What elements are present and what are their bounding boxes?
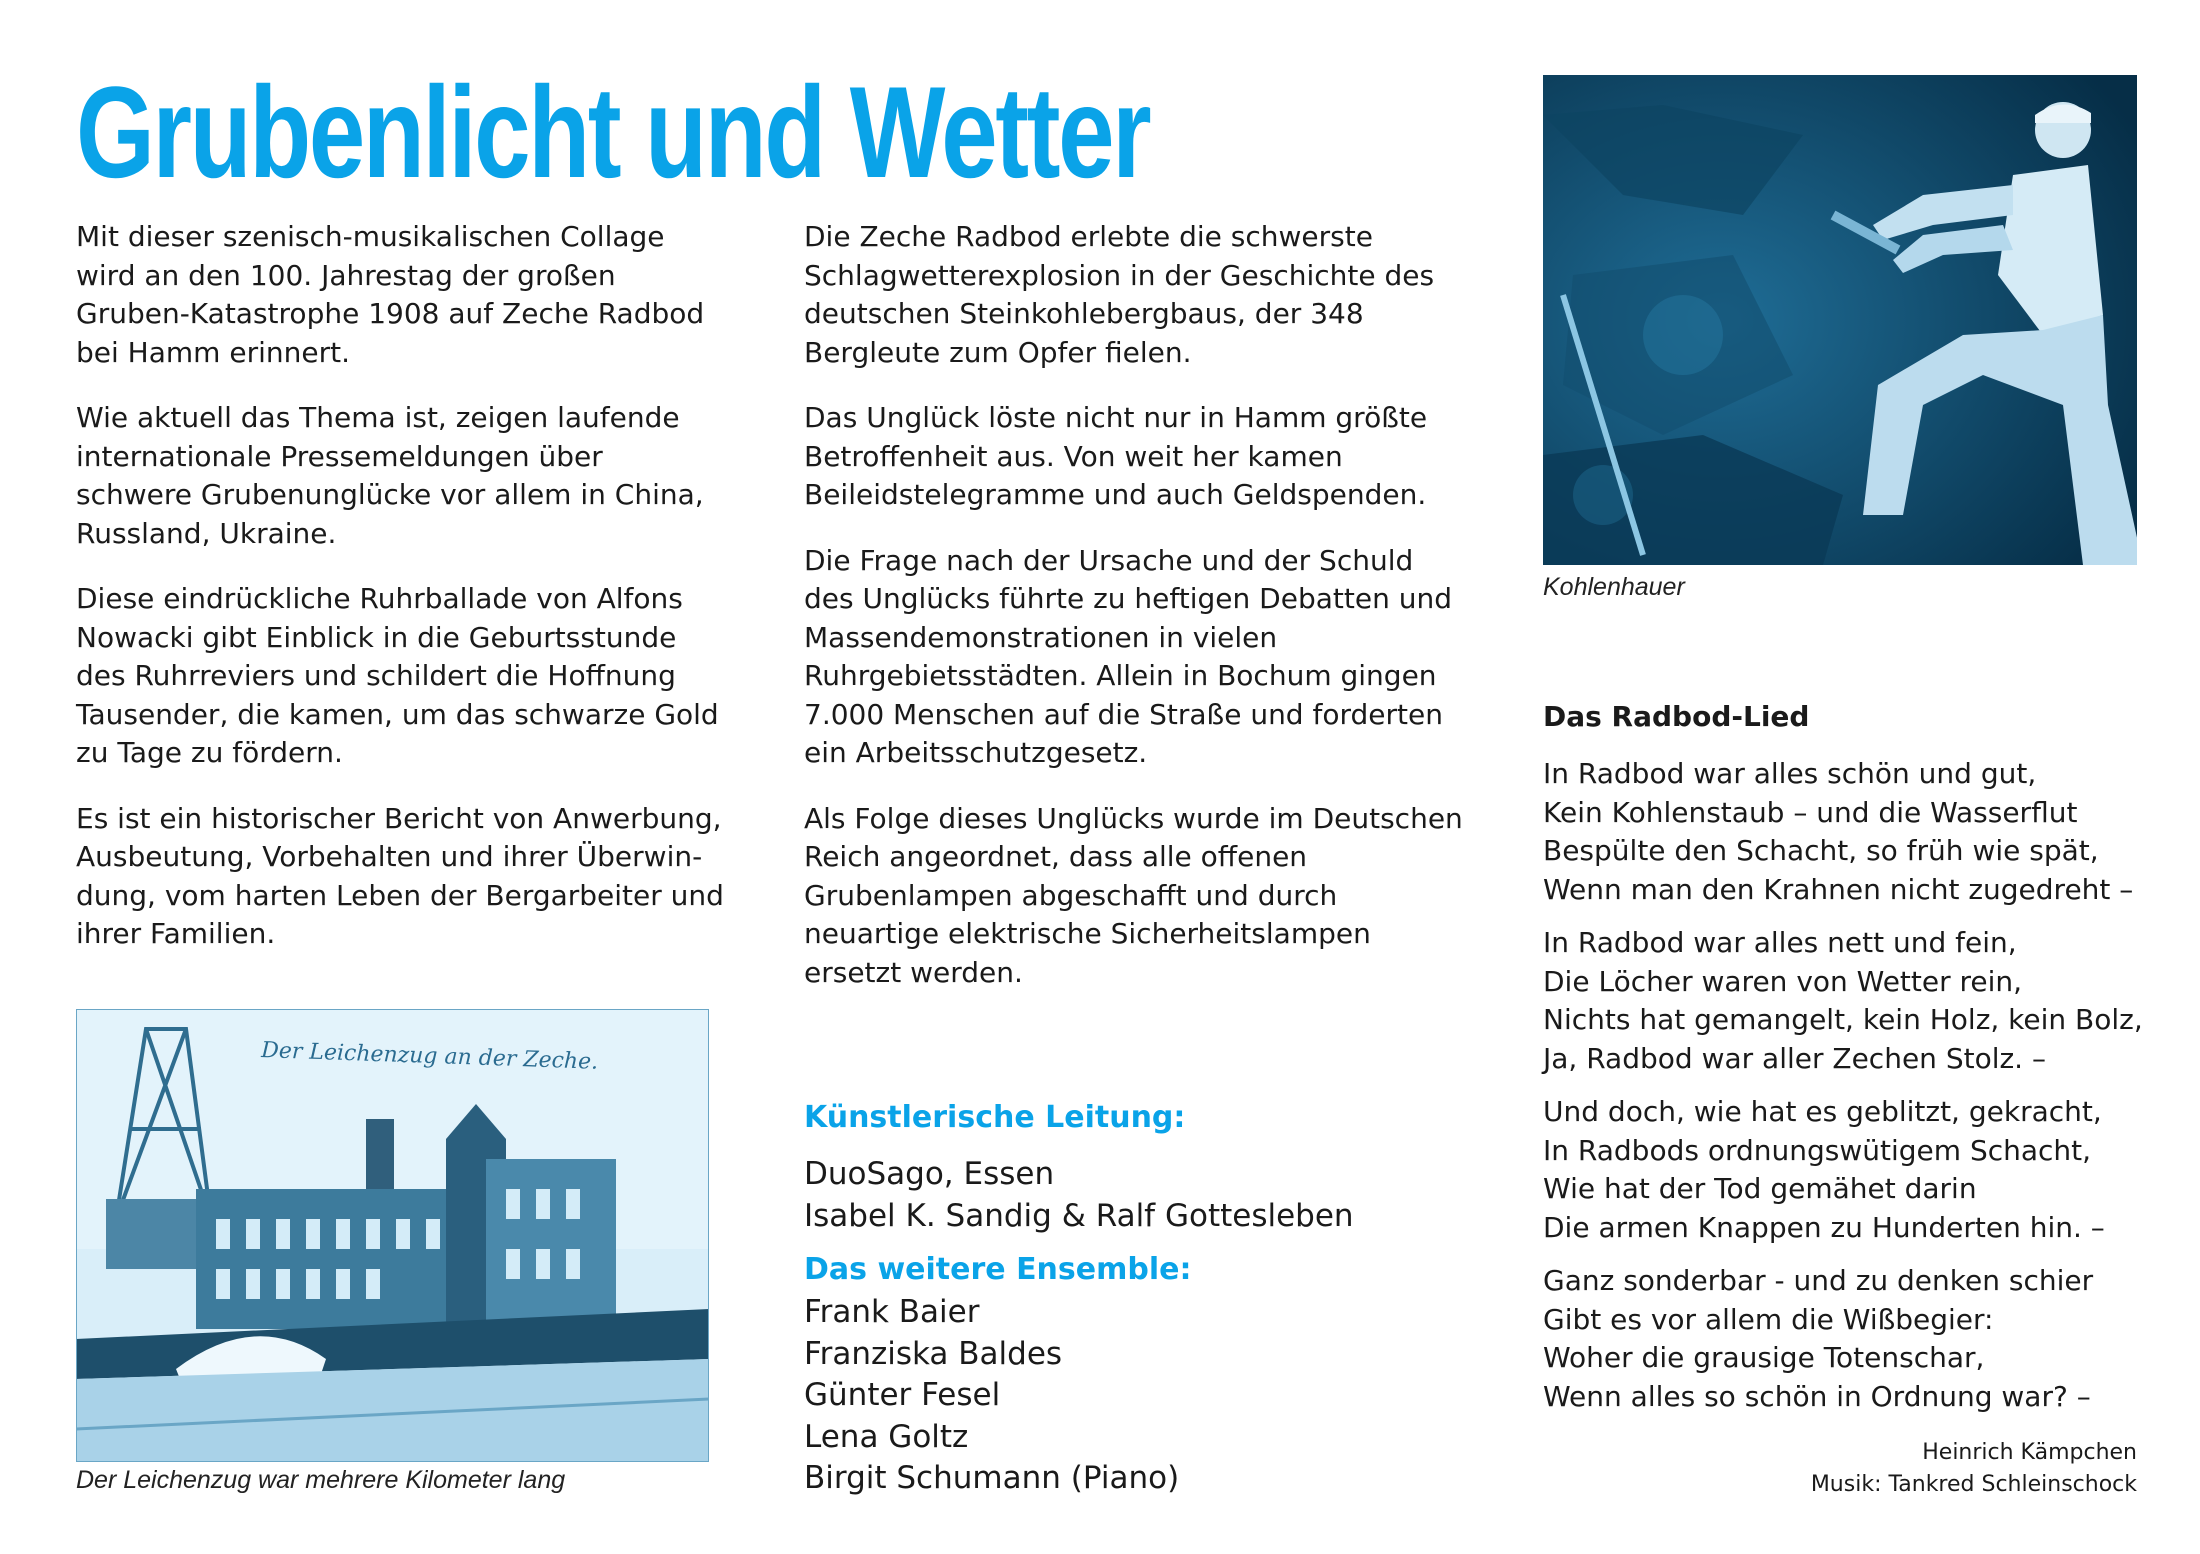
paragraph: Wie aktuell das Thema ist, zeigen laufende internationale Pressemeldungen über schwere Grubenunglücke vor allem in China, Russland, Ukraine. [76,401,704,550]
artistic-direction-heading: Künstlerische Leitung: [804,1100,1186,1135]
photo-inscription: Der Leichenzug an der Zeche. [260,1038,599,1075]
paragraph: Mit dieser szenisch-musikalischen Collage wird an den 100. Jahrestag der großen Gruben-Katastrophe 1908 auf Zeche Radbod bei Hamm erinnert. [76,220,705,369]
paragraph: Diese eindrückliche Ruhrballade von Alfons Nowacki gibt Einblick in die Geburtsstunde des Ruhrreviers und schildert die Hoffnung Tausender, die kamen, um das schwarze Gold zu Tage zu fördern. [76,582,719,769]
ensemble-member: Günter Fesel [804,1377,1001,1413]
page-title: Grubenlicht und Wetter [76,59,1150,205]
song-lyrics [1543,755,2183,1431]
lyric-line: In Radbods ordnungswütigem Schacht, [1543,1133,2092,1167]
paragraph: Das Unglück löste nicht nur in Hamm größte Betroffenheit aus. Von weit her kamen Beileidstelegramme und auch Geldspenden. [804,401,1428,511]
lyric-line: Die Löcher waren von Wetter rein, [1543,964,2023,998]
lyric-line: Wenn man den Krahnen nicht zugedreht – [1543,872,2134,906]
intro-column [76,218,726,981]
miner-photo-caption: Kohlenhauer [1543,573,1685,601]
miner-photo-illustration [1543,75,2137,565]
miner-photo [1543,75,2137,565]
stanza [1543,1262,2183,1416]
music-credit: Musik: Tankred Schleinschock [1810,1472,2137,1497]
ensemble-list [804,1292,1179,1500]
history-column [804,218,1464,1019]
paragraph: Die Frage nach der Ursache und der Schuld des Unglücks führte zu heftigen Debatten und Massendemonstrationen in vielen Ruhrgebietsstädten. Allein in Bochum gingen 7.000 Menschen auf die Straße und forderten ein Arbeitsschutzgesetz. [804,543,1452,769]
stanza [1543,755,2183,909]
stanza [1543,1093,2183,1247]
lyric-line: Und doch, wie hat es geblitzt, gekracht, [1543,1095,2102,1128]
lyric-line: Wie hat der Tod gemähet darin [1543,1172,1977,1205]
ensemble-heading: Das weitere Ensemble: [804,1252,1192,1287]
ensemble-member: Lena Goltz [804,1418,969,1455]
lyric-line: Nichts hat gemangelt, kein Holz, kein Bolz, [1543,1003,2143,1036]
lyric-line: In Radbod war alles schön und gut, [1543,757,2037,790]
paragraph: Als Folge dieses Unglücks wurde im Deutschen Reich angeordnet, dass alle offenen Grubenlampen abgeschafft und durch neuartige elektrische Sicherheitslampen ersetzt werden. [804,801,1463,989]
funeral-procession-photo [76,1009,709,1462]
artistic-direction-list [804,1154,1354,1237]
paragraph: Es ist ein historischer Bericht von Anwerbung, Ausbeutung, Vorbehalten und ihrer Überwin-dung, vom harten Leben der Bergarbeiter und ihrer Familien. [76,801,724,950]
lyric-line: Ganz sonderbar - und zu denken schier [1543,1264,2094,1297]
funeral-photo-caption: Der Leichenzug war mehrere Kilometer lang [76,1466,566,1494]
lyrics-author: Heinrich Kämpchen [1922,1440,2137,1465]
lyric-line: Ja, Radbod war aller Zechen Stolz. – [1543,1041,2046,1075]
ensemble-member: Frank Baier [804,1294,980,1330]
lyric-line: Gibt es vor allem die Wißbegier: [1543,1302,1994,1336]
lyric-line: Die armen Knappen zu Hunderten hin. – [1543,1210,2105,1244]
credit-name: Isabel K. Sandig & Ralf Gottesleben [804,1197,1354,1234]
lyric-line: In Radbod war alles nett und fein, [1543,926,2017,959]
lyric-line: Wenn alles so schön in Ordnung war? – [1543,1379,2091,1413]
ensemble-member: Birgit Schumann (Piano) [804,1460,1180,1496]
song-title: Das Radbod-Lied [1543,700,1810,733]
credit-name: DuoSago, Essen [804,1156,1055,1192]
stanza [1543,924,2183,1078]
paragraph: Die Zeche Radbod erlebte die schwerste Schlagwetterexplosion in der Geschichte des deutschen Steinkohlebergbaus, der 348 Bergleute zum Opfer fielen. [804,220,1435,369]
lyric-line: Woher die grausige Totenschar, [1543,1341,1985,1374]
lyric-line: Kein Kohlenstaub – und die Wasserflut [1543,795,2078,829]
ensemble-member: Franziska Baldes [804,1335,1063,1372]
funeral-procession-illustration [76,1009,709,1462]
lyric-line: Bespülte den Schacht, so früh wie spät, [1543,834,2099,867]
